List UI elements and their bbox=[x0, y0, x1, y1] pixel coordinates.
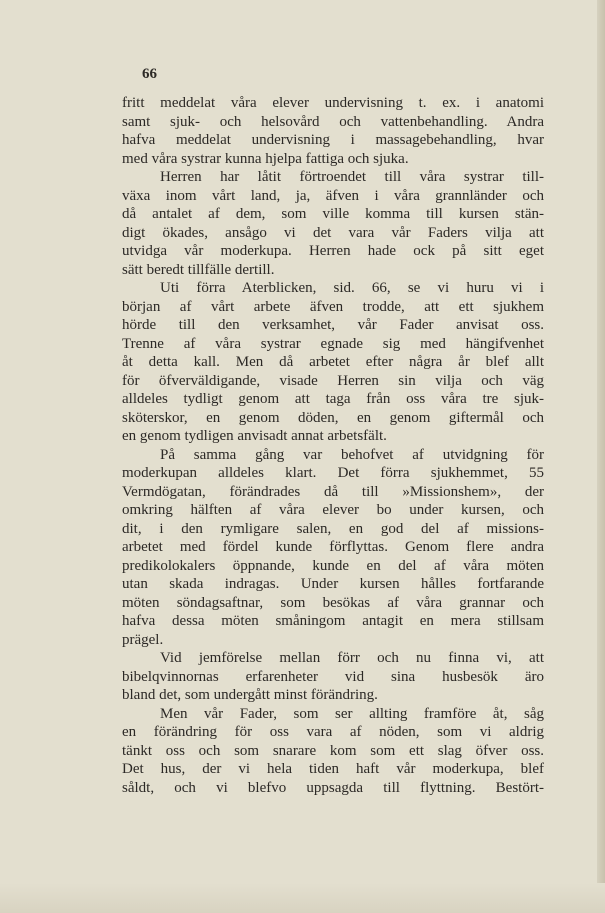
text-line: prägel. bbox=[122, 631, 164, 648]
text-line: omkring hälften af våra elever bo under kursen, och bbox=[122, 502, 544, 518]
text-line: digt ökades, ansågo vi det vara vår Faders vilja att bbox=[122, 224, 544, 241]
text-line: predikolokalers öppnande, kunde en del af våra möten bbox=[122, 557, 544, 574]
text-line: hörde till den verksamhet, vår Fader anvisat oss. bbox=[122, 317, 544, 333]
text-line: en genom tydligen anvisadt annat arbetsfält. bbox=[122, 428, 387, 444]
text-line: Herren har låtit förtroendet till våra systrar till- bbox=[160, 169, 544, 185]
text-line: hafva dessa möten småningom antagit en mera stillsam bbox=[122, 613, 544, 629]
text-line: bibelqvinnornas erfarenheter vid sina husbesök äro bbox=[122, 668, 544, 685]
text-line: möten söndagsaftnar, som besökas af våra grannar och bbox=[122, 594, 544, 611]
text-line: utvidga vår moderkupa. Herren hade ock på sitt eget bbox=[122, 243, 544, 259]
text-line: sköterskor, en genom döden, en genom giftermål och bbox=[122, 409, 544, 426]
text-line: moderkupan alldeles klart. Det förra sjukhemmet, 55 bbox=[122, 465, 544, 481]
text-line: dit, i den rymligare salen, en god del af missions- bbox=[122, 520, 544, 537]
text-line: fritt meddelat våra elever undervisning t. ex. i anatomi bbox=[122, 95, 544, 111]
text-line: hafva meddelat undervisning i massagebehandling, hvar bbox=[122, 132, 544, 148]
page-edge-right bbox=[597, 0, 605, 913]
text-line: åt detta kall. Men då arbetet efter några år blef allt bbox=[122, 354, 544, 370]
text-line: Vid jemförelse mellan förr och nu finna vi, att bbox=[160, 650, 544, 666]
text-line: Vermdögatan, förändrades då till »Missionshem», der bbox=[122, 483, 544, 500]
text-line: en förändring för oss vara af nöden, som vi aldrig bbox=[122, 724, 544, 740]
text-line: sätt beredt tillfälle dertill. bbox=[122, 261, 275, 278]
text-line: bland det, som undergått minst förändring. bbox=[122, 687, 378, 703]
page-number: 66 bbox=[142, 66, 157, 82]
text-line: samt sjuk- och helsovård och vattenbehandling. Andra bbox=[122, 113, 544, 130]
text-line: Det hus, der vi hela tiden haft vår moderkupa, blef bbox=[122, 761, 544, 777]
text-line: arbetet med fördel kunde förflyttas. Genom flere andra bbox=[122, 539, 544, 555]
text-line: Men vår Fader, som ser allting framföre åt, såg bbox=[160, 705, 544, 722]
text-line: växa inom vårt land, ja, äfven i våra grannländer och bbox=[122, 187, 544, 204]
text-line: början af vårt arbete äfven trodde, att ett sjukhem bbox=[122, 298, 544, 315]
text-line: På samma gång var behofvet af utvidgning för bbox=[160, 446, 544, 463]
text-line: med våra systrar kunna hjelpa fattiga och sjuka. bbox=[122, 150, 409, 167]
text-line: för öfverväldigande, visade Herren sin vilja och väg bbox=[122, 372, 544, 389]
text-line: alldeles tydligt genom att taga från oss våra tre sjuk- bbox=[122, 391, 544, 407]
text-line: såldt, och vi blefvo uppsagda till flyttning. Bestört- bbox=[122, 779, 544, 796]
text-line: Trenne af våra systrar egnade sig med hängifvenhet bbox=[122, 335, 544, 352]
text-line: Uti förra Aterblicken, sid. 66, se vi huru vi i bbox=[160, 280, 544, 296]
body-text bbox=[122, 94, 544, 797]
text-line: utan skada indragas. Under kursen hålles fortfarande bbox=[122, 576, 544, 592]
text-line: då antalet af dem, som ville komma till kursen stän- bbox=[122, 206, 544, 222]
text-line: tänkt oss och som snarare kom som ett slag öfver oss. bbox=[122, 742, 544, 759]
page-edge-bottom bbox=[0, 883, 605, 913]
